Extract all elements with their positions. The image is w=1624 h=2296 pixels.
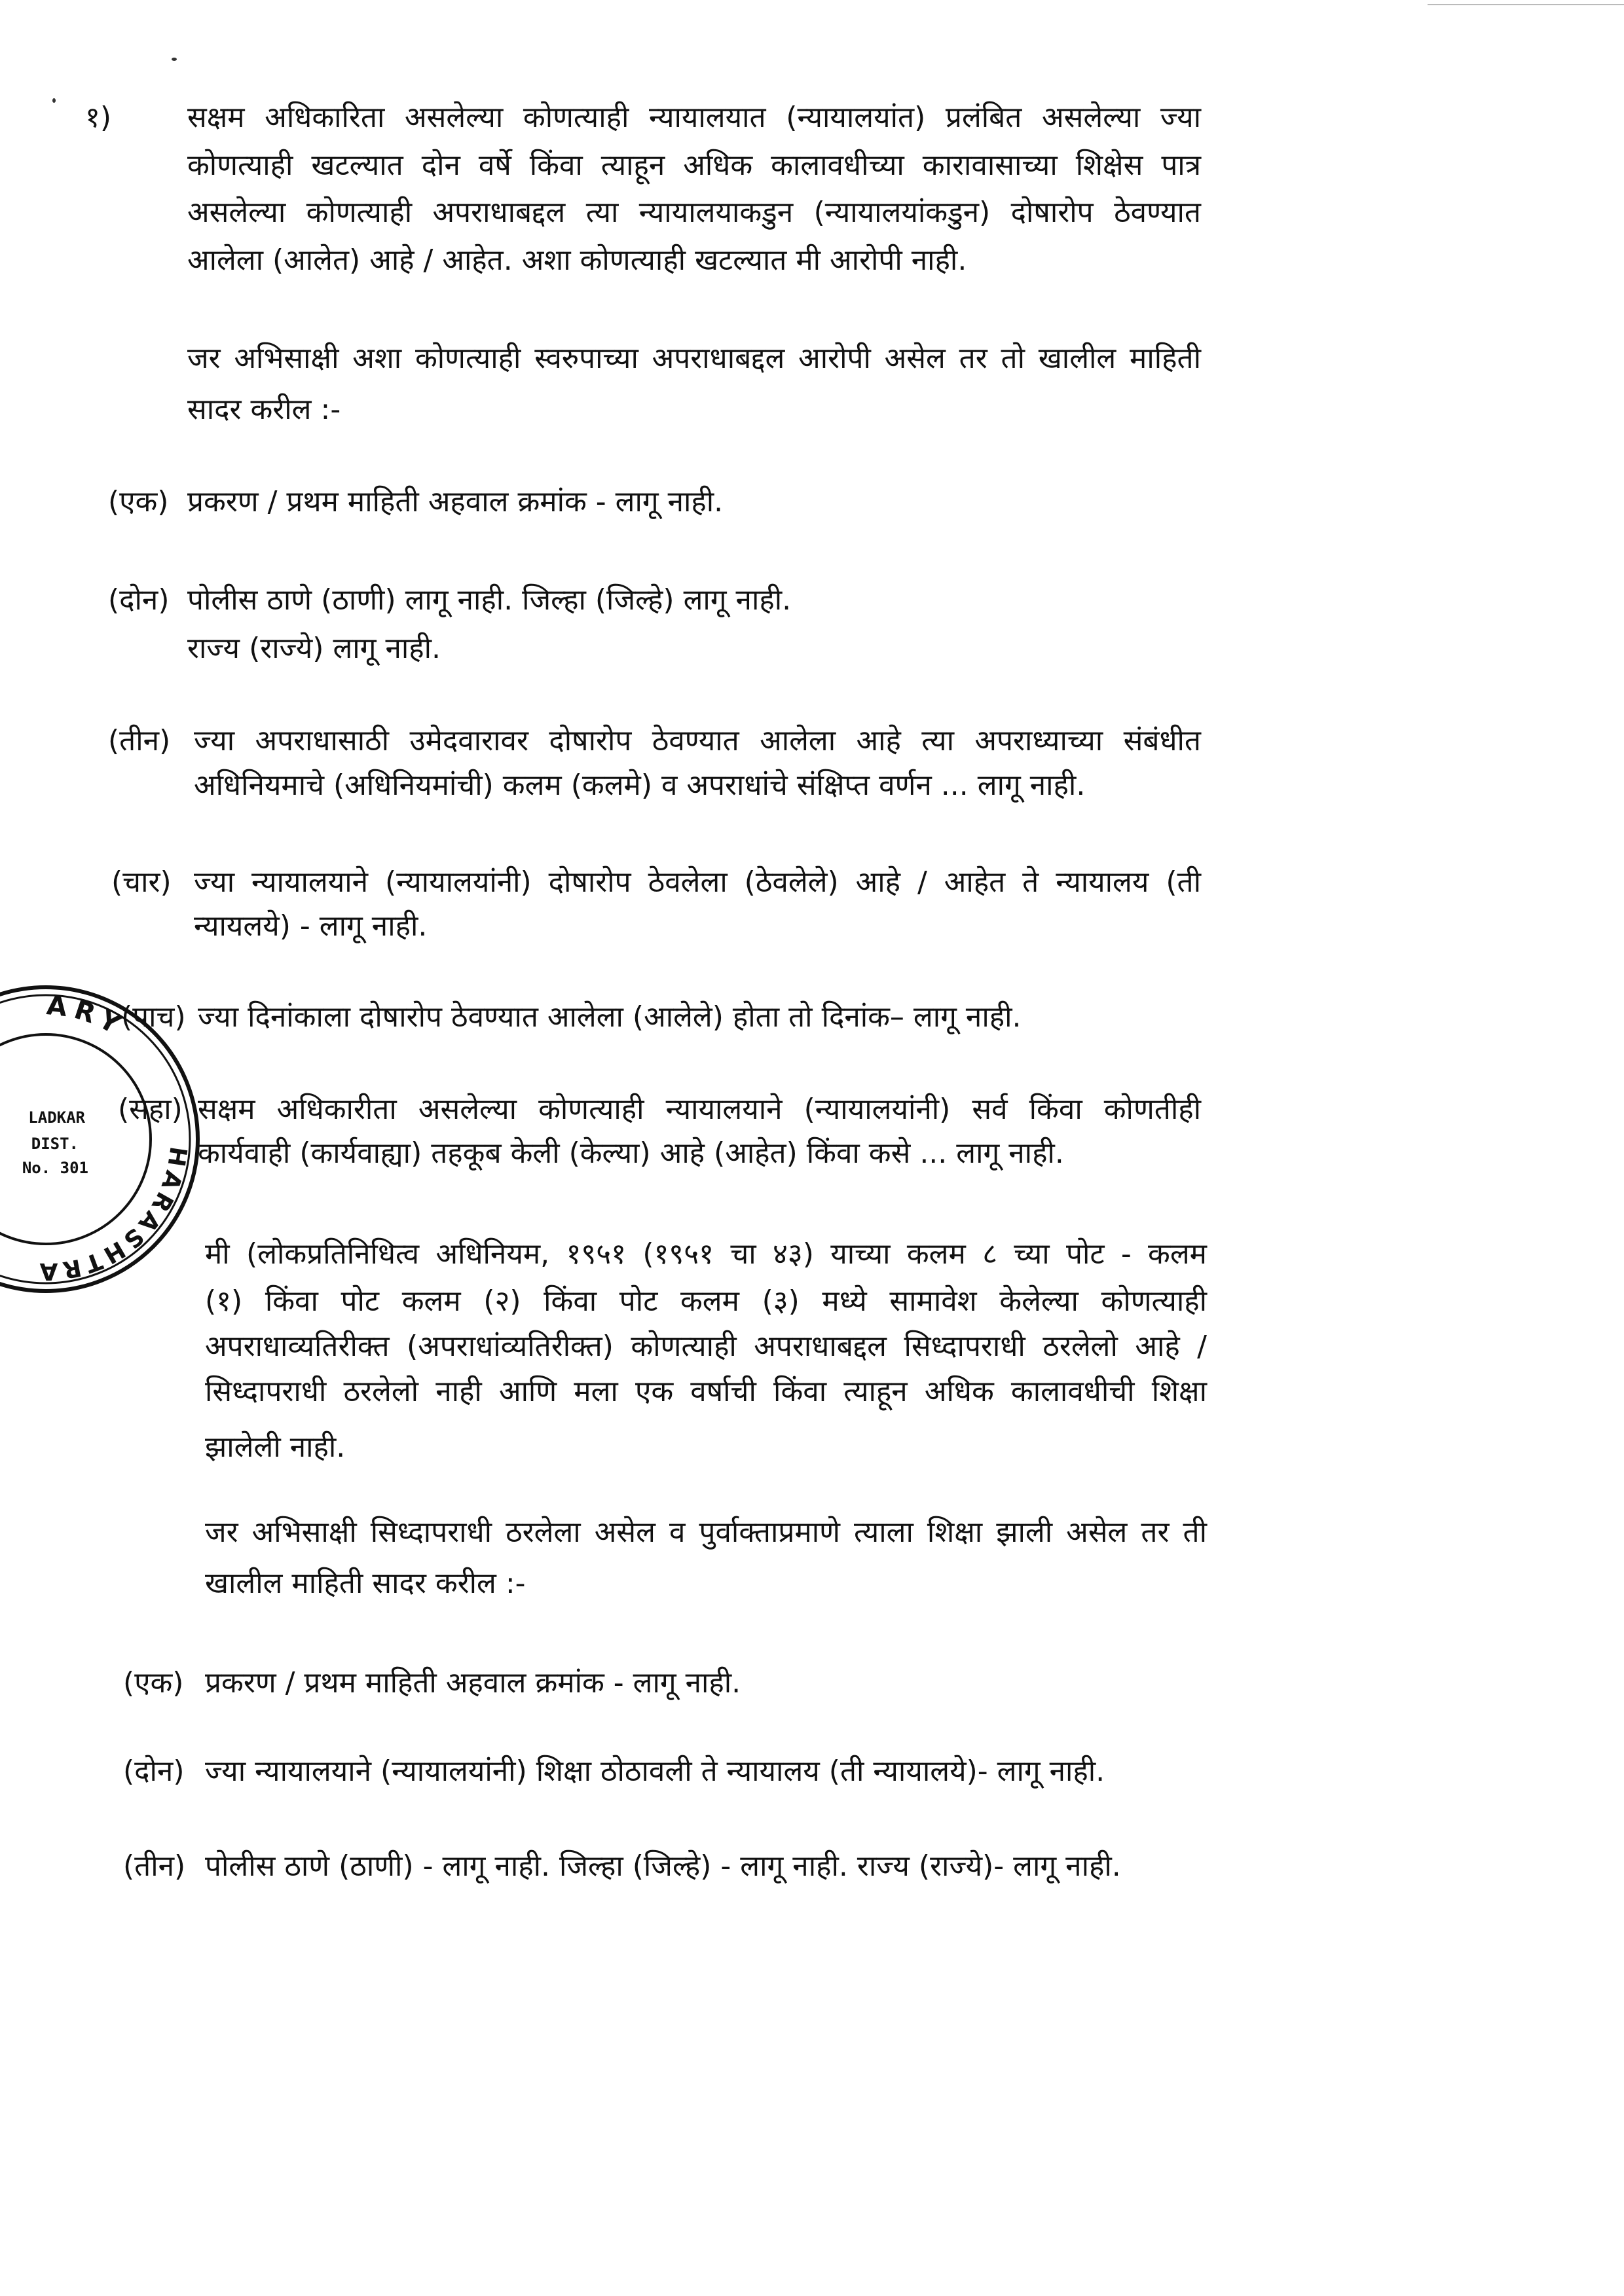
item-label: (तीन): [108, 724, 171, 757]
item-label: (दोन): [108, 583, 170, 617]
instruction-line: जर अभिसाक्षी अशा कोणत्याही स्वरुपाच्या अपराधाबद्दल आरोपी असेल तर तो खालील माहिती: [187, 342, 1201, 375]
item-label: (एक): [108, 485, 169, 519]
item-text: कार्यवाही (कार्यवाह्या) तहकूब केली (केल्या) आहे (आहेत) किंवा कसे ... लागू नाही.: [198, 1137, 1064, 1170]
paragraph-line: अपराधाव्यतिरीक्त (अपराधांव्यतिरीक्त) कोणत्याही अपराधाबद्दल सिध्दापराधी ठरलेलो आहे /: [205, 1330, 1207, 1363]
item-label: (पाच): [121, 1000, 186, 1034]
item-label: (दोन): [123, 1755, 185, 1788]
item-text: ज्या अपराधासाठी उमेदवारावर दोषारोप ठेवण्यात आलेला आहे त्या अपराध्याच्या संबंधीत: [194, 724, 1201, 757]
scan-speck: [52, 98, 56, 103]
item-text: ज्या दिनांकाला दोषारोप ठेवण्यात आलेला (आलेले) होता तो दिनांक– लागू नाही.: [198, 1000, 1022, 1034]
item-text: प्रकरण / प्रथम माहिती अहवाल क्रमांक - लागू नाही.: [187, 485, 724, 519]
paragraph-line: मी (लोकप्रतिनिधित्व अधिनियम, १९५१ (१९५१ चा ४३) याच्या कलम ८ च्या पोट - कलम: [205, 1237, 1207, 1271]
paragraph-line: सिध्दापराधी ठरलेलो नाही आणि मला एक वर्षाची किंवा त्याहून अधिक कालावधीची शिक्षा: [205, 1375, 1207, 1408]
instruction-line: खालील माहिती सादर करील :-: [205, 1567, 526, 1600]
item-text: न्यायलये) - लागू नाही.: [194, 909, 428, 943]
item-label: (चार): [111, 866, 172, 899]
paragraph-line: झालेली नाही.: [205, 1430, 346, 1464]
item-text: पोलीस ठाणे (ठाणी) लागू नाही. जिल्हा (जिल्हे) लागू नाही.: [187, 583, 792, 617]
stamp-name: LADKAR: [28, 1108, 85, 1127]
stamp-bottom-text: HARASHTRA: [35, 1144, 192, 1285]
item-label: (तीन): [123, 1850, 186, 1883]
stamp-number: No. 301: [22, 1159, 88, 1177]
scan-speck: [172, 58, 177, 61]
official-stamp: [0, 982, 203, 1296]
item-text: ज्या न्यायालयाने (न्यायालयांनी) दोषारोप ठेवलेला (ठेवलेले) आहे / आहेत ते न्यायालय (ती: [194, 866, 1201, 899]
item-text: अधिनियमाचे (अधिनियमांची) कलम (कलमे) व अपराधांचे संक्षिप्त वर्णन ... लागू नाही.: [194, 769, 1086, 802]
item-text: सक्षम अधिकारीता असलेल्या कोणत्याही न्यायालयाने (न्यायालयांनी) सर्व किंवा कोणतीही: [198, 1093, 1201, 1126]
stamp-dist: DIST.: [31, 1135, 79, 1153]
paragraph-line: सक्षम अधिकारिता असलेल्या कोणत्याही न्यायालयात (न्यायालयांत) प्रलंबित असलेल्या ज्या: [187, 101, 1201, 134]
item-label: (सहा): [118, 1093, 183, 1126]
item-text: पोलीस ठाणे (ठाणी) - लागू नाही. जिल्हा (जिल्हे) - लागू नाही. राज्य (राज्ये)- लागू नाही.: [205, 1850, 1121, 1883]
section-number: १): [85, 101, 112, 134]
stamp-top-text: ARY: [45, 991, 131, 1044]
item-text: राज्य (राज्ये) लागू नाही.: [187, 632, 441, 665]
paragraph-line: कोणत्याही खटल्यात दोन वर्षे किंवा त्याहून अधिक कालावधीच्या कारावासाच्या शिक्षेस पात्र: [187, 149, 1201, 182]
paragraph-line: (१) किंवा पोट कलम (२) किंवा पोट कलम (३) मध्ये सामावेश केलेल्या कोणत्याही: [205, 1285, 1207, 1318]
paragraph-line: आलेला (आलेत) आहे / आहेत. अशा कोणत्याही खटल्यात मी आरोपी नाही.: [187, 244, 967, 277]
item-text: ज्या न्यायालयाने (न्यायालयांनी) शिक्षा ठोठावली ते न्यायालय (ती न्यायालये)- लागू नाही.: [205, 1755, 1105, 1788]
instruction-line: सादर करील :-: [187, 393, 341, 426]
paragraph-line: असलेल्या कोणत्याही अपराधाबद्दल त्या न्यायालयाकडुन (न्यायालयांकडुन) दोषारोप ठेवण्यात: [187, 196, 1201, 229]
item-text: प्रकरण / प्रथम माहिती अहवाल क्रमांक - लागू नाही.: [205, 1666, 741, 1700]
instruction-line: जर अभिसाक्षी सिध्दापराधी ठरलेला असेल व पुर्वाक्ताप्रमाणे त्याला शिक्षा झाली असेल तर ती: [205, 1516, 1207, 1549]
item-label: (एक): [123, 1666, 184, 1700]
scan-edge-line: [1428, 4, 1624, 5]
